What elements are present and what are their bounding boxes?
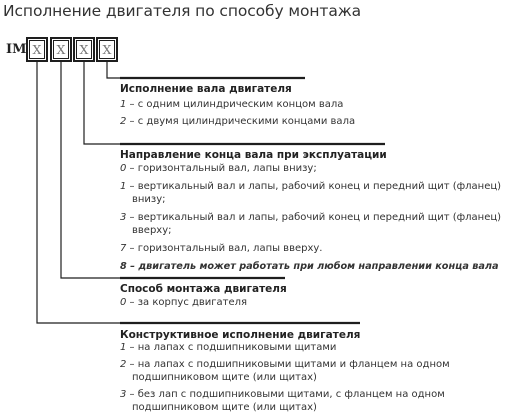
option-dash: – [126,181,138,192]
option-item [120,98,512,111]
option-number: 1 [120,99,127,110]
option-item [120,388,512,414]
code-box-3-letter: X [79,42,89,57]
option-number: 0 [120,297,127,308]
option-dash: – [126,389,138,400]
option-item [120,296,512,309]
option-text: с двумя цилиндрическими концами вала [137,116,356,127]
option-text: двигатель может работать при любом направлении конца вала [138,261,499,272]
option-dash: – [126,359,138,370]
connector-box2-section3 [61,61,120,278]
option-text: на лапах с подшипниковыми щитами [137,342,337,353]
option-number: 1 [120,342,127,353]
option-number: 3 [120,212,127,223]
option-item [120,115,512,128]
option-number: 7 [120,243,127,254]
option-dash: – [126,243,138,254]
option-item [120,180,512,206]
option-number: 2 [120,116,127,127]
option-number: 3 [120,389,127,400]
option-dash: – [126,163,138,174]
section-header: Способ монтажа двигателя [120,283,287,295]
option-dash: – [126,99,138,110]
code-box-2-letter: X [56,42,66,57]
option-dash: – [126,297,138,308]
option-text: горизонтальный вал, лапы внизу; [137,163,317,174]
code-box-4-letter: X [102,42,112,57]
section-header: Направление конца вала при эксплуатации [120,149,387,161]
option-item [120,211,512,237]
connector-box4-section1 [107,61,120,78]
option-text: без лап с подшипниковыми щитами, с фланцем на одном подшипниковом щите (или щитах) [132,389,445,413]
section-design-execution [120,329,512,414]
option-dash: – [126,116,138,127]
option-dash: – [126,212,138,223]
option-number: 8 [120,261,127,272]
option-text: за корпус двигателя [137,297,248,308]
option-item-highlighted [120,260,512,273]
option-text: вертикальный вал и лапы, рабочий конец и передний щит (фланец) вверху; [132,212,502,236]
option-number: 0 [120,163,127,174]
option-dash: – [126,261,139,272]
code-prefix: IM [6,42,27,57]
section-shaft-execution [120,83,512,128]
connector-box3-section2 [84,61,120,144]
connector-box1-section4 [37,61,120,323]
option-item [120,358,512,384]
option-item [120,162,512,175]
diagram-title: Исполнение двигателя по способу монтажа [3,2,362,20]
option-item [120,341,512,354]
option-text: на лапах с подшипниковыми щитами и фланцем на одном подшипниковом щите (или щитах) [132,359,450,383]
option-text: горизонтальный вал, лапы вверху. [137,243,323,254]
section-shaft-direction [120,149,512,273]
code-box-1-letter: X [32,42,42,57]
option-item [120,242,512,255]
section-mounting-method [120,283,512,309]
option-text: с одним цилиндрическим концом вала [137,99,344,110]
option-text: вертикальный вал и лапы, рабочий конец и передний щит (фланец) внизу; [132,181,502,205]
section-header: Конструктивное исполнение двигателя [120,329,361,341]
option-dash: – [126,342,138,353]
option-number: 1 [120,181,127,192]
option-number: 2 [120,359,127,370]
section-header: Исполнение вала двигателя [120,83,292,95]
